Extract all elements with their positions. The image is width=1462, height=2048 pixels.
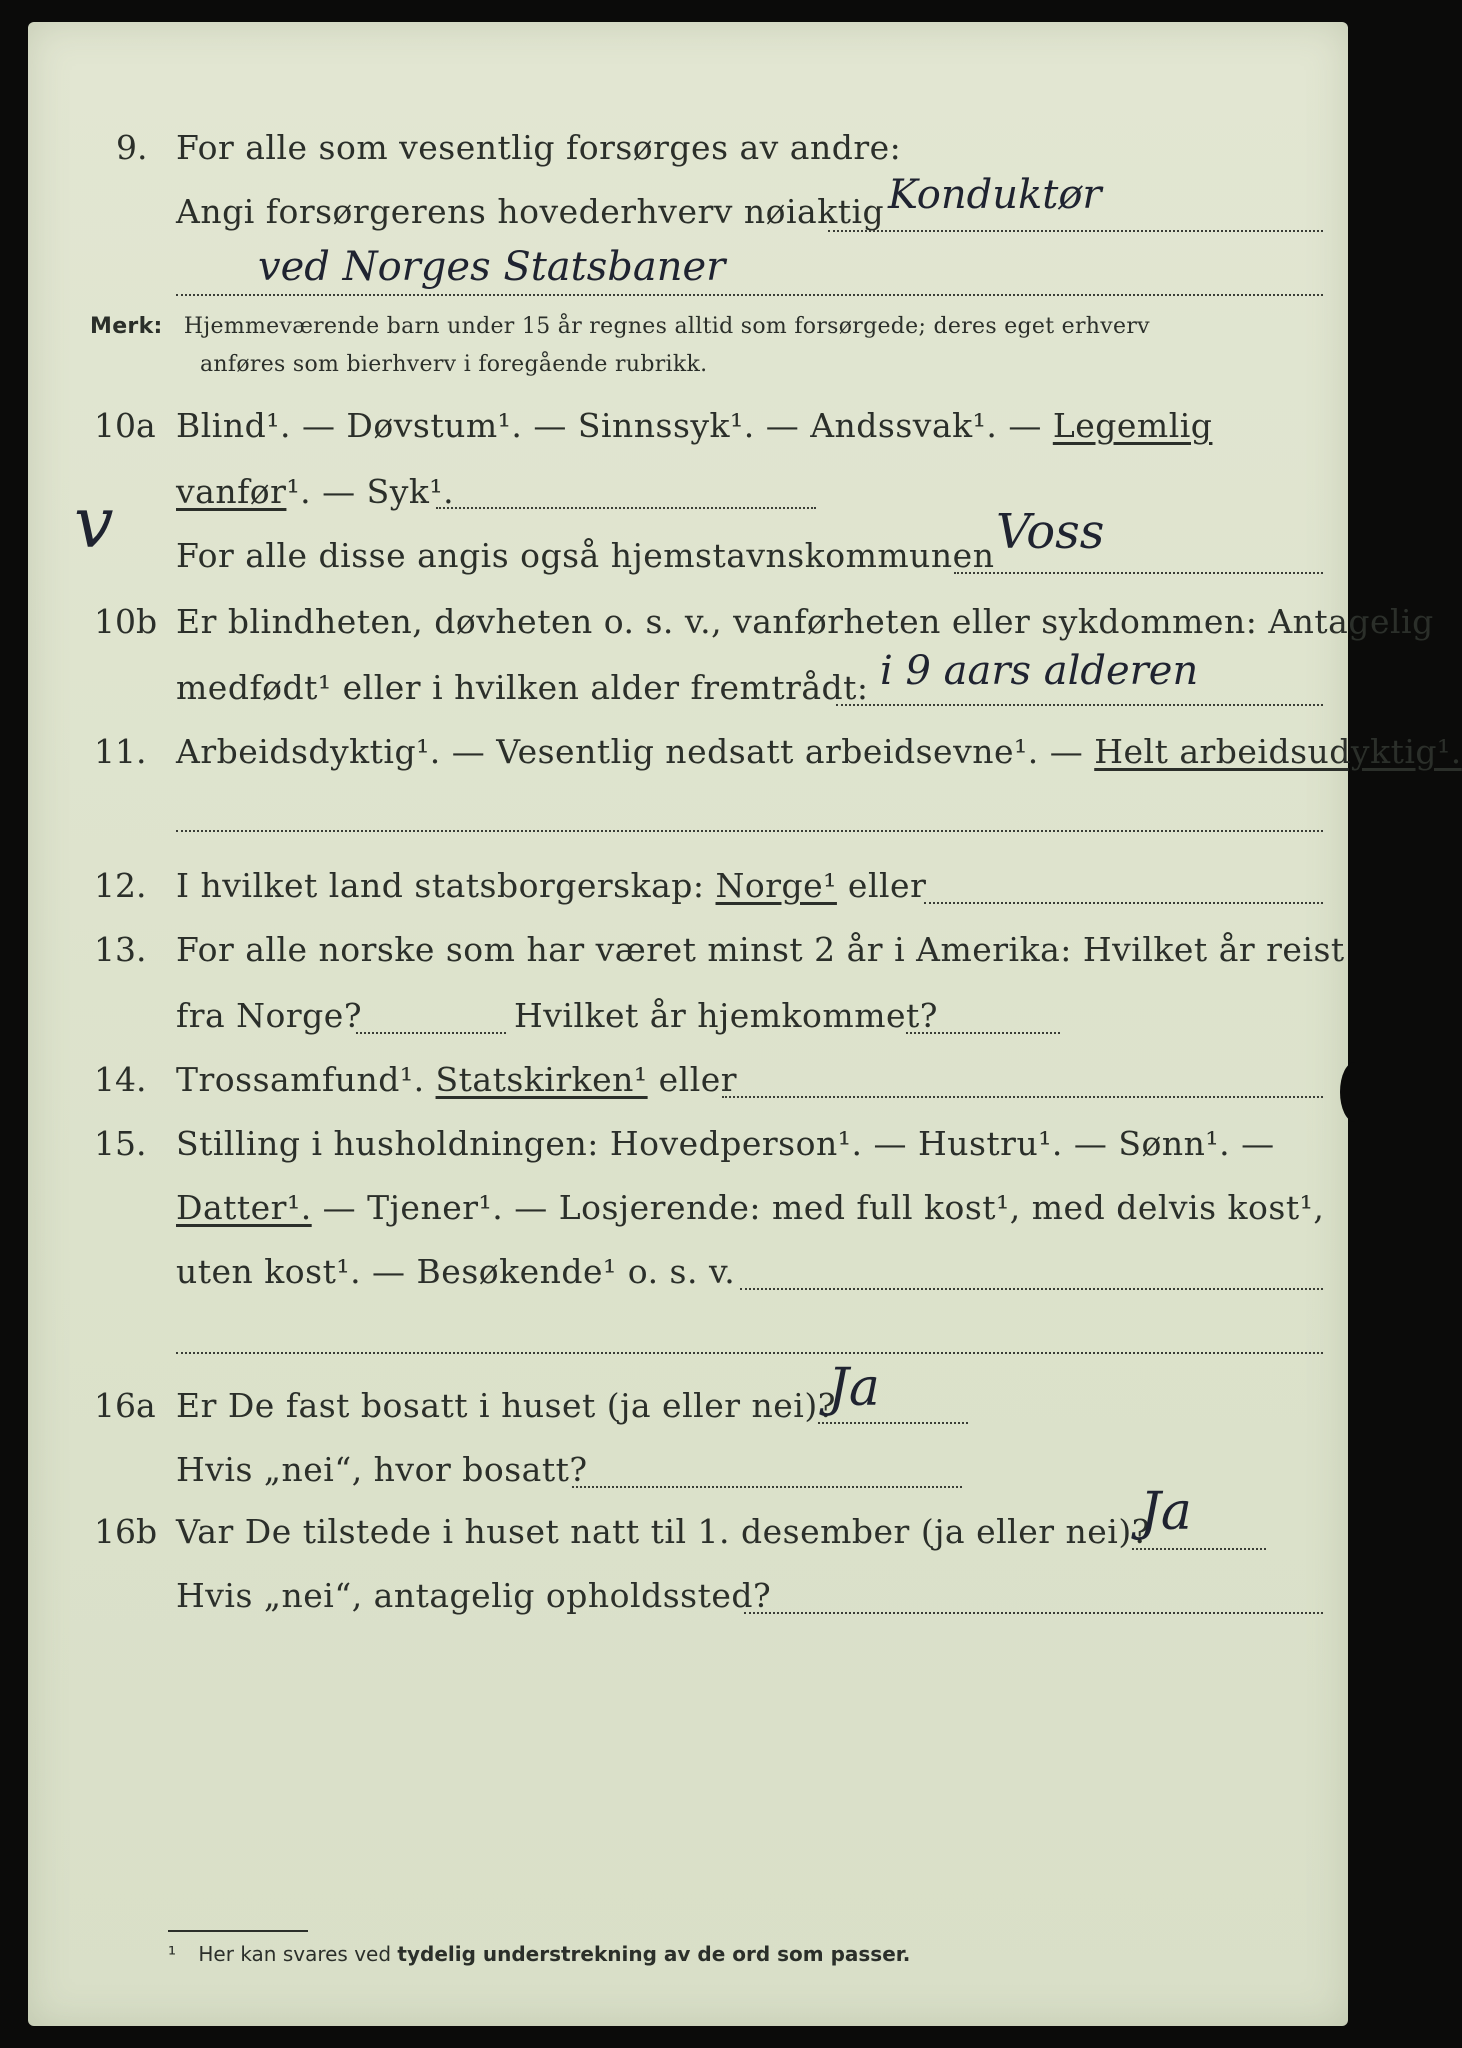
q10a-vanfor: vanfør [176, 472, 287, 511]
q16a-bosatt-line [572, 1486, 962, 1488]
q10a-answer-line [954, 572, 1323, 574]
q10a-number: 10a [94, 406, 156, 445]
footnote [168, 1942, 910, 1966]
q16a-line2: Hvis „nei“, hvor bosatt? [176, 1450, 588, 1489]
q10a-syk-line [436, 507, 816, 509]
q16b-number: 16b [94, 1512, 158, 1551]
q15-options: — Tjener¹. — Losjerende: med full kost¹, med delvis kost¹, [311, 1188, 1325, 1227]
q12-question: I hvilket land statsborgerskap: [176, 866, 716, 905]
q13-number: 13. [94, 930, 147, 969]
q10b-line2: medfødt¹ eller i hvilken alder fremtrådt: [176, 668, 869, 707]
q10a-line3: For alle disse angis også hjemstavnskommunen [176, 536, 995, 575]
q16b-handwritten-answer: Ja [1140, 1482, 1192, 1542]
q9-number: 9. [116, 128, 148, 167]
q16b-opholdssted-line [744, 1612, 1323, 1614]
q10b-number: 10b [94, 602, 158, 641]
q12-line [176, 866, 926, 905]
q10a-handwritten-answer: Voss [996, 504, 1105, 560]
q10b-handwritten-answer: i 9 aars alderen [880, 648, 1199, 694]
q12-eller: eller [836, 866, 927, 905]
q10b-answer-line [836, 704, 1323, 706]
q14-eller: eller [647, 1060, 738, 1099]
footnote-emphasis: tydelig understrekning av de ord som passer. [397, 1942, 911, 1966]
q13-hjemkommet-line [906, 1032, 1060, 1034]
q14-line [176, 1060, 737, 1099]
q14-number: 14. [94, 1060, 147, 1099]
merk-label: Merk: [90, 314, 163, 339]
q15-number: 15. [94, 1124, 147, 1163]
q16a-line1: Er De fast bosatt i huset (ja eller nei)? [176, 1386, 836, 1425]
q16b-line2: Hvis „nei“, antagelig opholdssted? [176, 1576, 772, 1615]
q16a-handwritten-answer: Ja [828, 1358, 880, 1418]
q11-helt-arbeidsudyktig: Helt arbeidsudyktig¹. [1094, 732, 1462, 771]
q11-options: Arbeidsdyktig¹. — Vesentlig nedsatt arbeidsevne¹. — [176, 732, 1095, 771]
q9-handwritten-answer-2: ved Norges Statsbaner [258, 244, 726, 290]
q15-line1: Stilling i husholdningen: Hovedperson¹. — Hustru¹. — Sønn¹. — [176, 1124, 1275, 1163]
footnote-rule [168, 1930, 308, 1932]
q10a-legemlig: Legemlig [1052, 406, 1213, 445]
q16a-answer-line [818, 1422, 968, 1424]
q13-line1: For alle norske som har været minst 2 år i Amerika: Hvilket år reist [176, 930, 1345, 969]
merk-note-line2: anføres som bierhverv i foregående rubrikk. [200, 352, 708, 377]
q14-statskirken: Statskirken¹ [435, 1060, 648, 1099]
q9-answer-line1 [828, 230, 1323, 232]
q10b-line1: Er blindheten, døvheten o. s. v., vanførheten eller sykdommen: Antagelig [176, 602, 1434, 641]
q12-norge: Norge¹ [715, 866, 837, 905]
q15-datter: Datter¹. [176, 1188, 312, 1227]
q10a-margin-mark: v [74, 482, 114, 564]
q15-line2 [176, 1188, 1324, 1227]
q16a-number: 16a [94, 1386, 156, 1425]
q11-blank-line [176, 830, 1323, 832]
q14-trossamfund: Trossamfund¹. [176, 1060, 436, 1099]
q15-line3: uten kost¹. — Besøkende¹ o. s. v. [176, 1252, 736, 1291]
q13-reist-line [356, 1032, 506, 1034]
q15-answer-line [740, 1288, 1323, 1290]
q12-number: 12. [94, 866, 147, 905]
q15-blank-line [176, 1352, 1323, 1354]
merk-text-1: Hjemmeværende barn under 15 år regnes alltid som forsørgede; deres eget erhverv [183, 314, 1150, 339]
q14-answer-line [722, 1096, 1323, 1098]
q12-answer-line [924, 902, 1323, 904]
q10a-line1 [176, 406, 1212, 445]
q9-handwritten-answer-1: Konduktør [888, 172, 1102, 218]
merk-note-line1 [90, 314, 1150, 339]
q13-line2b: Hvilket år hjemkommet? [514, 996, 938, 1035]
q11-line1 [176, 732, 1462, 771]
census-form-page [28, 22, 1462, 2026]
q16b-answer-line [1132, 1548, 1266, 1550]
q11-number: 11. [94, 732, 147, 771]
q10a-options: Blind¹. — Døvstum¹. — Sinnssyk¹. — Andssvak¹. — [176, 406, 1053, 445]
footnote-text: Her kan svares ved [198, 1942, 398, 1966]
q9-line1: For alle som vesentlig forsørges av andre: [176, 128, 902, 167]
q16b-line1: Var De tilstede i huset natt til 1. desember (ja eller nei)? [176, 1512, 1150, 1551]
q10a-syk: ¹. — Syk¹. [286, 472, 455, 511]
footnote-marker: ¹ [168, 1942, 177, 1966]
q13-line2a: fra Norge? [176, 996, 363, 1035]
q9-line2: Angi forsørgerens hovederhverv nøiaktig [176, 192, 885, 231]
q10a-line2 [176, 472, 454, 511]
q9-answer-line2 [176, 294, 1323, 296]
page-edge-tear [1340, 1062, 1370, 1122]
